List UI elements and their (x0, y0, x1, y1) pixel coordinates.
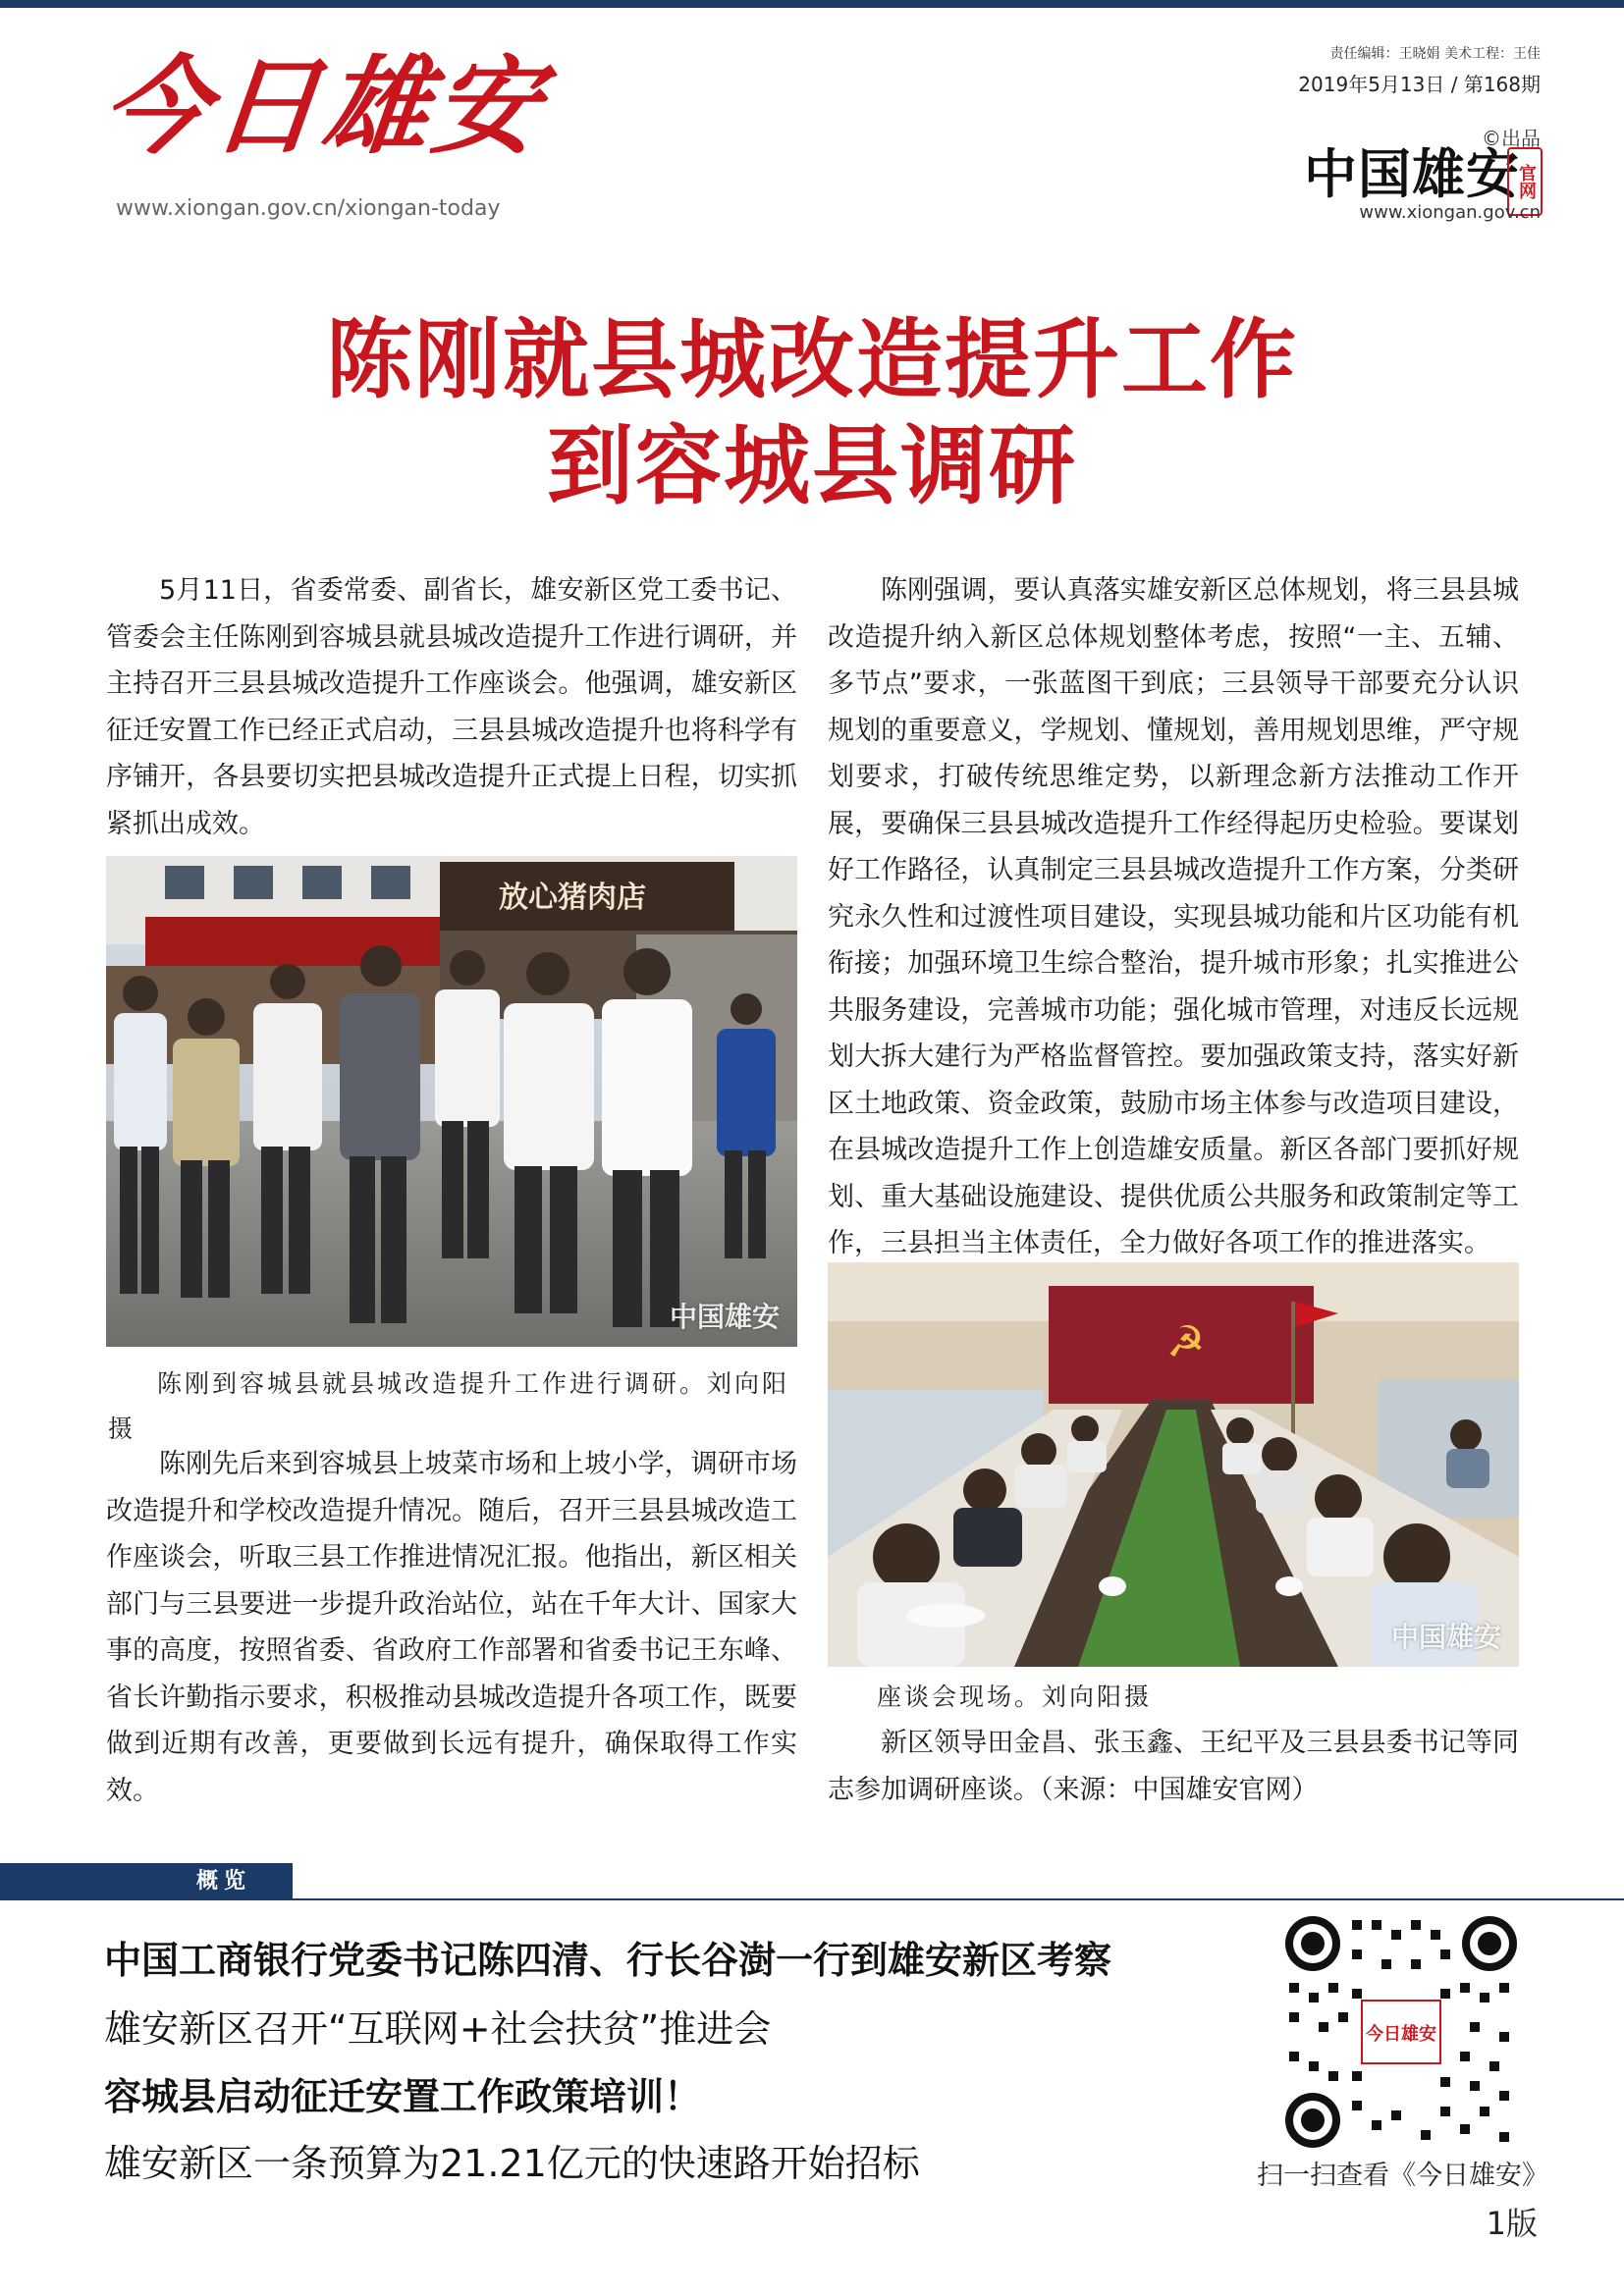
masthead-url[interactable]: www.xiongan.gov.cn/xiongan-today (116, 196, 501, 221)
article-paragraph-4: 新区领导田金昌、张玉鑫、王纪平及三县县委书记等同志参加调研座谈。（来源：中国雄安官网） (828, 1728, 1519, 1805)
produced-by: ©出品 (1482, 127, 1541, 150)
brand-logo: 中国雄安 (1304, 142, 1520, 205)
brand-url[interactable]: www.xiongan.gov.cn (1359, 202, 1541, 223)
overview-item-1[interactable]: 中国工商银行党委书记陈四清、行长谷澍一行到雄安新区考察 (104, 1939, 1112, 1982)
overview-item-4[interactable]: 雄安新区一条预算为21.21亿元的快速路开始招标 (104, 2142, 920, 2185)
overview-item-3[interactable]: 容城县启动征迁安置工作政策培训！ (104, 2075, 702, 2118)
photo-meeting-illustration (828, 1262, 1519, 1667)
issue-date: 2019年5月13日 / 第168期 (1298, 73, 1541, 96)
overview-divider (293, 1898, 1624, 1900)
article-paragraph-1: 5月11日，省委常委、副省长，雄安新区党工委书记、管委会主任陈刚到容城县就县城改造提升工作进行调研，并主持召开三县县城改造提升工作座谈会。他强调，雄安新区征迁安置工作已经正式启动，三县县城改造提升也将科学有序铺开，各县要切实把县城改造提升正式提上日程，切实抓紧抓出成效。 (106, 575, 797, 839)
shop-sign-text: 放心猪肉店 (499, 881, 646, 915)
page-number: 1版 (1486, 2205, 1538, 2242)
photo-meeting (828, 1262, 1519, 1667)
qr-center-text: 今日雄安 (1366, 2024, 1436, 2045)
article-paragraph-3: 陈刚强调，要认真落实雄安新区总体规划，将三县县城改造提升纳入新区总体规划整体考虑，按照“一主、五辅、多节点”要求，一张蓝图干到底；三县领导干部要充分认识规划的重要意义，学规划、懂规划，善用规划思维，严守规划要求，打破传统思维定势，以新理念新方法推动工作开展，要确保三县县城改造提升工作经得起历史检验。要谋划好工作路径，认真制定三县县城改造提升工作方案，分类研究永久性和过渡性项目建设，实现县城功能和片区功能有机衔接；加强环境卫生综合整治，提升城市形象；扎实推进公共服务建设，完善城市功能；强化城市管理，对违反长远规划大拆大建行为严格监督管控。要加强政策支持，落实好新区土地政策、资金政策，鼓励市场主体参与改造项目建设，在县城改造提升工作上创造雄安质量。新区各部门要抓好规划、重大基础设施建设、提供优质公共服务和政策制定等工作，三县担当主体责任，全力做好各项工作的推进落实。 (828, 575, 1519, 1258)
article-paragraph-2: 陈刚先后来到容城县上坡菜市场和上坡小学，调研市场改造提升和学校改造提升情况。随后，召开三县县城改造工作座谈会，听取三县工作推进情况汇报。他指出，新区相关部门与三县要进一步提升政治站位，站在千年大计、国家大事的高度，按照省委、省政府工作部署和省委书记王东峰、省长许勤指示要求，积极推动县城改造提升各项工作，既要做到近期有改善，更要做到长远有提升，确保取得工作实效。 (106, 1449, 797, 1806)
svg-text:☭: ☭ (1166, 1317, 1206, 1367)
photo-inspection-illustration (106, 856, 797, 1347)
overview-label: 概览 (196, 1869, 252, 1894)
photo-meeting-watermark: 中国雄安 (1390, 1621, 1501, 1653)
editor-credits: 责任编辑：王晓娟 美术工程：王佳 (1329, 46, 1541, 62)
overview-item-2[interactable]: 雄安新区召开“互联网+社会扶贫”推进会 (104, 2007, 772, 2051)
top-accent-bar (0, 0, 1624, 8)
qr-code[interactable] (1283, 1914, 1519, 2150)
headline-line-2: 到容城县调研 (546, 414, 1077, 516)
photo-inspection-caption: 陈刚到容城县就县城改造提升工作进行调研。刘向阳摄 (108, 1369, 790, 1443)
qr-code-graphic (1283, 1914, 1519, 2150)
brand-seal: 官网 (1507, 147, 1543, 216)
photo-meeting-caption: 座谈会现场。刘向阳摄 (877, 1682, 1153, 1711)
photo-watermark: 中国雄安 (669, 1301, 780, 1333)
headline-line-1: 陈刚就县城改造提升工作 (325, 308, 1298, 410)
photo-inspection (106, 856, 797, 1347)
masthead-logo: 今日雄安 (96, 45, 550, 169)
qr-caption: 扫一扫查看《今日雄安》 (1257, 2161, 1548, 2191)
